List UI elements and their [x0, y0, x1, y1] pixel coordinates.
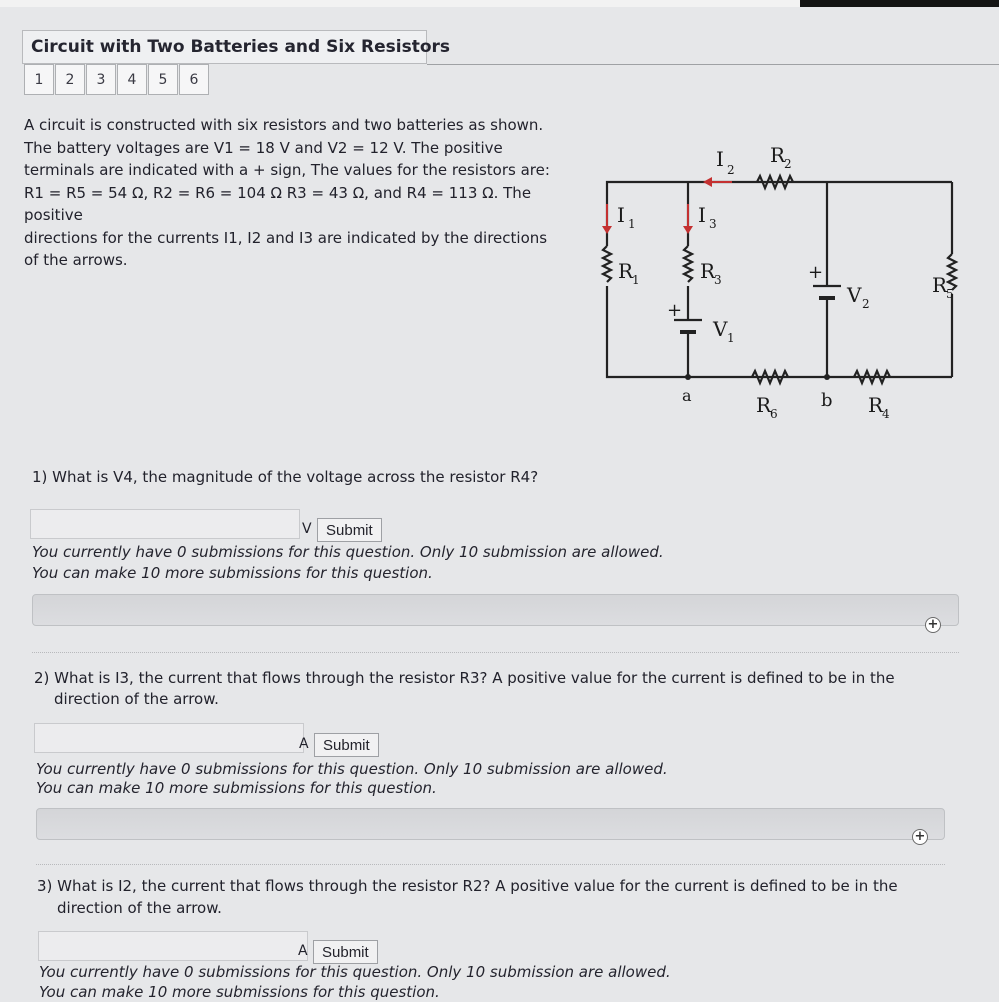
- i3-label: I: [698, 203, 706, 227]
- question-2-submit-button[interactable]: Submit: [314, 733, 379, 757]
- question-1-feedback-bar: [32, 594, 959, 626]
- question-2-remaining-note: You can make 10 more submissions for this question.: [36, 779, 437, 797]
- question-1-unit: V: [302, 521, 312, 537]
- v2-label: V: [847, 283, 862, 307]
- question-separator: [36, 864, 945, 865]
- plus-circle-icon[interactable]: +: [925, 617, 941, 633]
- r1-label: R: [618, 259, 634, 283]
- intro-line: The battery voltages are V1 = 18 V and V2 = 12 V. The positive: [24, 138, 503, 157]
- question-3-remaining-note: You can make 10 more submissions for this question.: [39, 983, 440, 1001]
- r3-sub: 3: [714, 273, 722, 287]
- node-b-label: b: [821, 390, 833, 411]
- tab-3[interactable]: 3: [86, 64, 116, 95]
- title-divider: [427, 64, 999, 65]
- question-1-remaining-note: You can make 10 more submissions for this question.: [32, 564, 433, 582]
- r2-sub: 2: [784, 157, 792, 171]
- r5-label: R: [932, 273, 948, 297]
- intro-line: terminals are indicated with a + sign, The values for the resistors are:: [24, 161, 550, 179]
- question-1-answer-input[interactable]: [30, 509, 300, 539]
- tab-4[interactable]: 4: [117, 64, 147, 95]
- v1-sub: 1: [727, 331, 735, 345]
- i1-sub: 1: [628, 217, 636, 231]
- intro-line: directions for the currents I1, I2 and I3 are indicated by the directions: [24, 228, 548, 247]
- i2-arrow-icon: [703, 177, 712, 187]
- problem-statement: [24, 114, 586, 272]
- i3-sub: 3: [709, 217, 717, 231]
- question-2-answer-input[interactable]: [34, 723, 304, 753]
- i1-label: I: [617, 203, 625, 227]
- question-separator: [32, 652, 959, 653]
- i2-sub: 2: [727, 163, 735, 177]
- plus-circle-icon[interactable]: +: [912, 829, 928, 845]
- question-2-text-continued: direction of the arrow.: [54, 690, 219, 708]
- v2-sub: 2: [862, 297, 870, 311]
- node-a-dot: [685, 374, 691, 380]
- question-2-feedback-bar: [36, 808, 945, 840]
- v1-label: V: [713, 317, 728, 341]
- question-1-text: 1) What is V4, the magnitude of the voltage across the resistor R4?: [32, 468, 539, 486]
- intro-line: R1 = R5 = 54 Ω, R2 = R6 = 104 Ω R3 = 43 Ω, and R4 = 113 Ω. The positive: [24, 183, 532, 224]
- r5-zigzag: [948, 254, 956, 290]
- browser-top-dark-strip: [800, 0, 999, 7]
- r2-label: R: [770, 143, 786, 167]
- circuit-diagram: [592, 136, 972, 426]
- i1-arrow-icon: [602, 226, 612, 234]
- intro-line: A circuit is constructed with six resistors and two batteries as shown.: [24, 116, 544, 134]
- r3-label: R: [700, 259, 716, 283]
- question-3-text: 3) What is I2, the current that flows through the resistor R2? A positive value for the current is defined to be in the: [37, 877, 898, 895]
- r1-sub: 1: [632, 273, 640, 287]
- r3-zigzag: [684, 246, 692, 282]
- i3-arrow-icon: [683, 226, 693, 234]
- tab-6[interactable]: 6: [179, 64, 209, 95]
- r1-zigzag: [603, 246, 611, 282]
- v2-plus-label: +: [808, 262, 824, 283]
- question-3-unit: A: [298, 943, 308, 959]
- question-1-submit-button[interactable]: Submit: [317, 518, 382, 542]
- question-2-unit: A: [299, 736, 309, 752]
- problem-title: Circuit with Two Batteries and Six Resistors: [22, 30, 427, 64]
- v1-plus-label: +: [667, 300, 683, 321]
- tab-1[interactable]: 1: [24, 64, 54, 95]
- part-tabs: [24, 64, 210, 96]
- r5-sub: 5: [946, 287, 954, 301]
- question-3-submit-button[interactable]: Submit: [313, 940, 378, 964]
- question-3-answer-input[interactable]: [38, 931, 308, 961]
- i2-label: I: [716, 147, 724, 171]
- node-a-label: a: [682, 386, 692, 405]
- question-2-submission-note: You currently have 0 submissions for this question. Only 10 submission are allowed.: [36, 760, 668, 778]
- tab-2[interactable]: 2: [55, 64, 85, 95]
- r4-label: R: [868, 393, 884, 417]
- question-2-text: 2) What is I3, the current that flows through the resistor R3? A positive value for the current is defined to be in the: [34, 669, 895, 687]
- tab-5[interactable]: 5: [148, 64, 178, 95]
- r4-sub: 4: [882, 407, 890, 421]
- question-3-submission-note: You currently have 0 submissions for this question. Only 10 submission are allowed.: [39, 963, 671, 981]
- node-b-dot: [824, 374, 830, 380]
- intro-line: of the arrows.: [24, 251, 128, 269]
- question-1-submission-note: You currently have 0 submissions for this question. Only 10 submission are allowed.: [32, 543, 664, 561]
- question-3-text-continued: direction of the arrow.: [57, 899, 222, 917]
- r6-sub: 6: [770, 407, 778, 421]
- r6-label: R: [756, 393, 772, 417]
